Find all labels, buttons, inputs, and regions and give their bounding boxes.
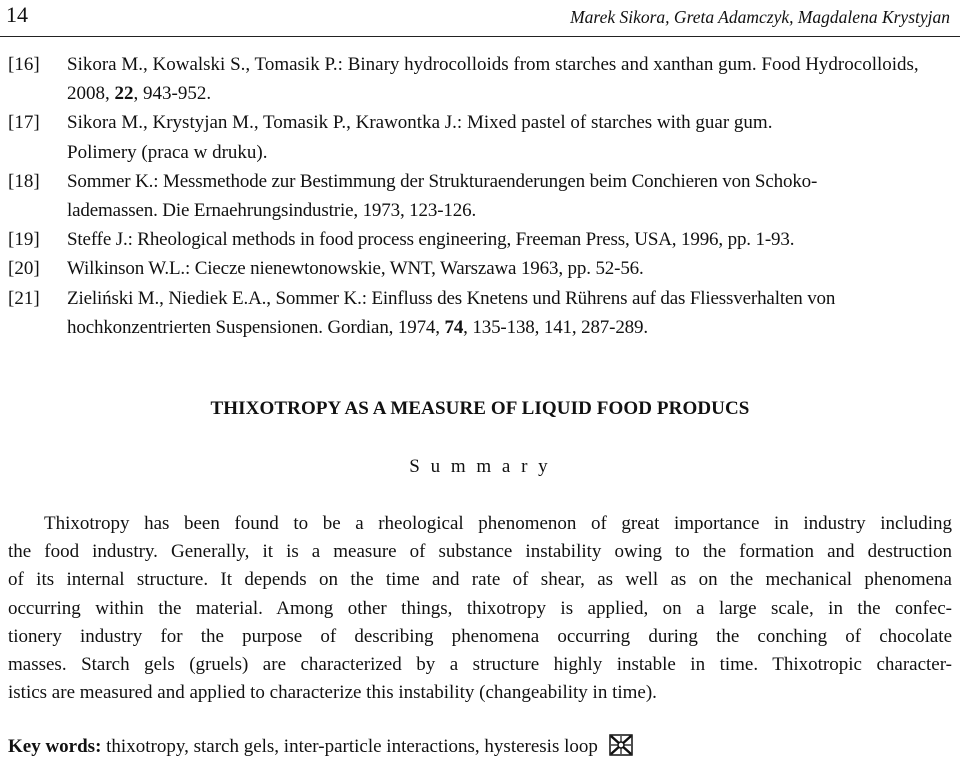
- summary-line: occurring within the material. Among other things, thixotropy is applied, on a large scale, in the confec-: [8, 597, 952, 619]
- summary-line: the food industry. Generally, it is a measure of substance instability owing to the formation and destruction: [8, 541, 952, 563]
- reference-list: [8, 50, 954, 342]
- running-head: Marek Sikora, Greta Adamczyk, Magdalena Krystyjan: [570, 7, 950, 27]
- reference-number: [17]: [8, 112, 40, 134]
- reference-item: [8, 50, 954, 108]
- reference-text: Steffe J.: Rheological methods in food process engineering, Freeman Press, USA, 1996, pp. 1-93.: [67, 229, 795, 251]
- reference-item: [8, 167, 954, 225]
- page-number: 14: [6, 2, 28, 27]
- reference-text: Wilkinson W.L.: Ciecze nienewtonowskie, WNT, Warszawa 1963, pp. 52-56.: [67, 258, 644, 280]
- reference-number: [21]: [8, 287, 40, 309]
- reference-text: Zieliński M., Niediek E.A., Sommer K.: Einfluss des Knetens und Rührens auf das Fliessverhalten von hochkonzentrierten Suspensionen. Gordian, 1974, 74, 135-138, 141, 287-289.: [67, 287, 836, 338]
- reference-number: [18]: [8, 170, 40, 192]
- summary-line: of its internal structure. It depends on the time and rate of shear, as well as on the mechanical phenomena: [8, 569, 952, 591]
- reference-item: [8, 284, 954, 342]
- reference-text: Sikora M., Kowalski S., Tomasik P.: Binary hydrocolloids from starches and xanthan gum. Food Hydrocolloids, 2008, 22, 943-952.: [67, 54, 919, 105]
- summary-line: Thixotropy has been found to be a rheological phenomenon of great importance in industry including: [44, 513, 952, 534]
- reference-text: Sikora M., Krystyjan M., Tomasik P., Krawontka J.: Mixed pastel of starches with guar gum. Polimery (praca w druku).: [67, 112, 773, 163]
- ornament-end-icon: [609, 734, 633, 762]
- reference-number: [16]: [8, 54, 40, 75]
- reference-text: Sommer K.: Messmethode zur Bestimmung der Strukturaenderungen beim Conchieren von Schoko- lademassen. Die Ernaehrungsindustrie, 1973, 123-126.: [67, 170, 818, 222]
- keywords-label: Key words:: [8, 736, 102, 757]
- paper-title: THIXOTROPY AS A MEASURE OF LIQUID FOOD PRODUCS: [210, 398, 750, 419]
- reference-number: [19]: [8, 229, 40, 251]
- page-header: [0, 0, 960, 37]
- summary-line: masses. Starch gels (gruels) are characterized by a structure highly instable in time. Thixotropic character-: [8, 654, 952, 676]
- keywords-text: thixotropy, starch gels, inter-particle interactions, hysteresis loop: [101, 736, 598, 757]
- summary-heading: S u m m a r y: [409, 456, 551, 477]
- reference-item: [8, 254, 954, 283]
- reference-item: [8, 108, 954, 166]
- reference-number: [20]: [8, 258, 40, 280]
- summary-line: tionery industry for the purpose of describing phenomena occurring during the conching of chocolate: [8, 625, 952, 647]
- summary-body: [8, 510, 952, 707]
- keywords-line: [8, 734, 633, 762]
- summary-line: istics are measured and applied to characterize this instability (changeability in time).: [8, 682, 657, 704]
- reference-item: [8, 225, 954, 254]
